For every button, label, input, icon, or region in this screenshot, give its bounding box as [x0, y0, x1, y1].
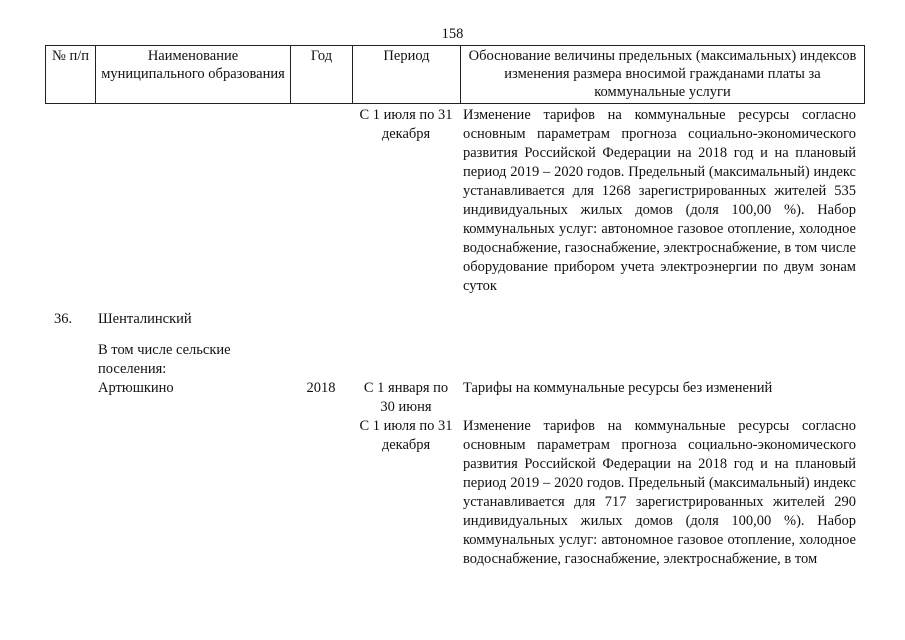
table-row: [45, 341, 864, 379]
table-row: [45, 310, 864, 329]
row-num: [45, 341, 95, 379]
table-row: [45, 417, 864, 569]
row-justification: Изменение тарифов на коммунальные ресурсы согласно основным параметрам прогноза социально-экономического развития Российской Федерации на 2018 год и на плановый период 2019 – 2020 годов. Предельный (максимальный) индекс устанавливается для 717 зарегистрированных жителей 290 индивидуальных жилых домов (доля 100,00 %). Набор коммунальных услуг: автономное газовое отопление, холодное водоснабжение, газоснабжение, электроснабжение, в том: [463, 418, 856, 567]
row-year: 2018: [306, 380, 336, 396]
table-header: [45, 45, 865, 104]
row-year: [290, 106, 352, 296]
row-justification: [460, 341, 864, 379]
header-num: № п/п: [46, 46, 96, 104]
header-year: Год: [291, 46, 353, 104]
row-name: [95, 106, 290, 296]
row-year: [290, 417, 352, 569]
header-justification: Обоснование величины предельных (максимальных) индексов изменения размера вносимой гражданами платы за коммунальные услуги: [461, 46, 865, 104]
row-spacer: [45, 296, 864, 310]
table-row: [45, 379, 864, 417]
row-period: С 1 июля по 31 декабря: [359, 418, 453, 453]
row-num: 36.: [54, 311, 73, 327]
row-name: Шенталинский: [98, 311, 192, 327]
row-period: [352, 341, 460, 379]
row-spacer: [45, 329, 864, 341]
table-row: [45, 106, 864, 296]
header-period: Период: [353, 46, 461, 104]
row-year: [290, 341, 352, 379]
header-name: Наименование муниципального образования: [96, 46, 291, 104]
row-period: С 1 января по 30 июня: [363, 380, 449, 415]
row-name: Артюшкино: [98, 380, 174, 396]
row-justification: Тарифы на коммунальные ресурсы без изменений: [463, 380, 773, 396]
row-name: [95, 417, 290, 569]
header-row: [46, 46, 865, 104]
row-period: С 1 июля по 31 декабря: [359, 107, 453, 142]
row-justification: [460, 310, 864, 329]
page-number: 158: [441, 26, 464, 42]
row-year: [290, 310, 352, 329]
row-num: [45, 379, 95, 417]
row-name: В том числе сельские поселения:: [98, 342, 231, 377]
row-justification: Изменение тарифов на коммунальные ресурсы согласно основным параметрам прогноза социально-экономического развития Российской Федерации на 2018 год и на плановый период 2019 – 2020 годов. Предельный (максимальный) индекс устанавливается для 1268 зарегистрированных жителей 535 индивидуальных жилых домов (доля 100,00 %). Набор коммунальных услуг: автономное газовое отопление, холодное водоснабжение, газоснабжение, электроснабжение, в том числе оборудование прибором учета электроэнергии по двум зонам суток: [463, 107, 856, 294]
row-num: [45, 106, 95, 296]
row-num: [45, 417, 95, 569]
table-body: [45, 106, 864, 569]
row-period: [352, 310, 460, 329]
